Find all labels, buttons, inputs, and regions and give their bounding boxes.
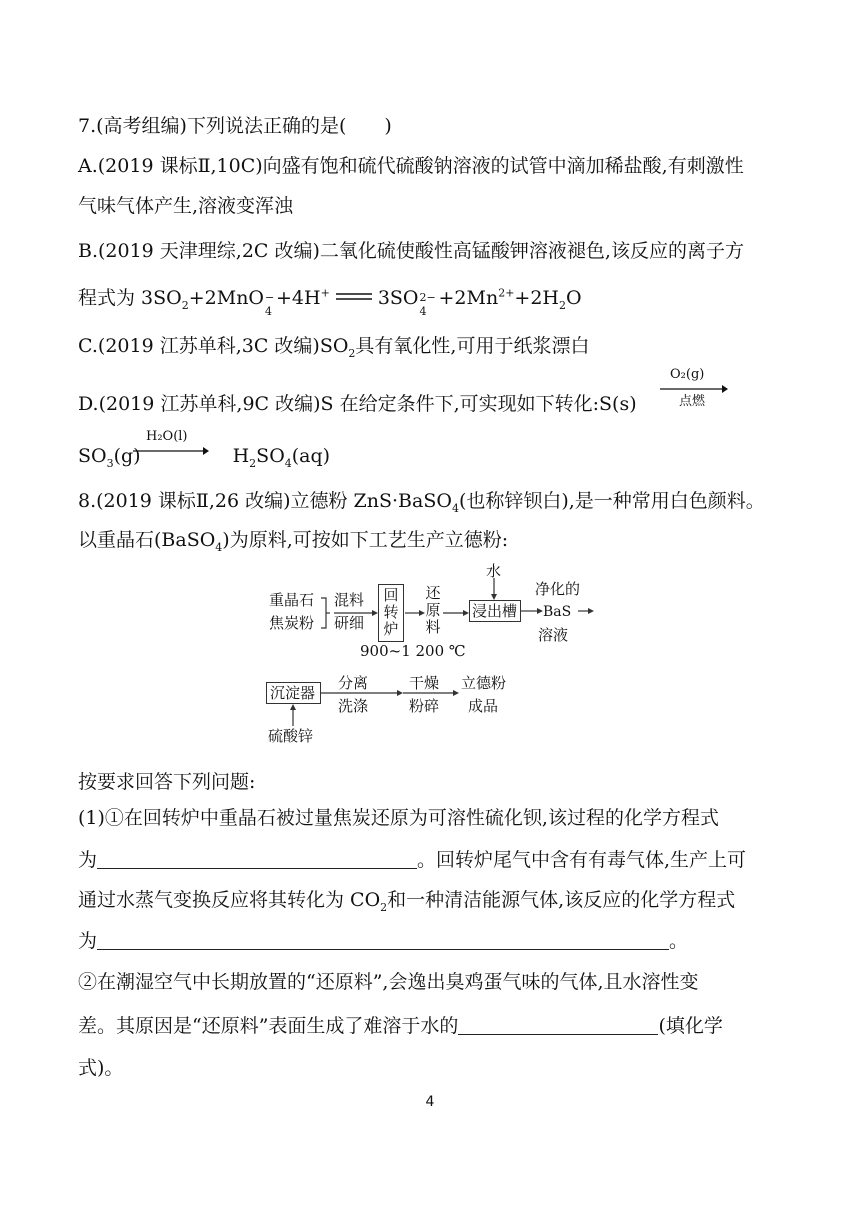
arrow-label-h2o: H₂O(l) xyxy=(146,429,188,444)
flow-kiln-box xyxy=(378,584,404,642)
flow-solution: 溶液 xyxy=(538,626,569,644)
flow-purified: 净化的 xyxy=(535,580,581,598)
flow-kiln-label: 回 转 炉 xyxy=(383,586,399,638)
flow-arrow-icon xyxy=(578,606,594,616)
bracket-icon xyxy=(320,596,330,630)
flow-settler-label: 沉淀器 xyxy=(270,684,316,702)
flow-mix: 混料 xyxy=(334,591,365,609)
arrow-label-ignite: 点燃 xyxy=(679,394,706,409)
q7-stem: 7.(高考组编)下列说法正确的是( ) xyxy=(78,115,392,137)
page-number: 4 xyxy=(425,1094,435,1110)
flow-separate: 分离 xyxy=(338,674,369,692)
arrow-label-o2: O₂(g) xyxy=(670,367,705,382)
flow-reduced-material: 还 原 料 xyxy=(425,584,441,636)
flow-zinc-sulfate: 硫酸锌 xyxy=(268,727,314,745)
q7-option-b-equation: 程式为 $3SO_2+2MnO$ − 4 +4H+ 3SO 2− 4 $+2Mn^{2+}+2H_2O$ xyxy=(78,286,582,318)
flow-crush: 粉碎 xyxy=(409,697,440,715)
flow-water: 水 xyxy=(486,562,502,580)
flow-arrow-down-icon xyxy=(489,578,499,600)
flow-product: 成品 xyxy=(468,697,499,715)
flow-lithopone: 立德粉 xyxy=(461,674,507,692)
answer-blank[interactable] xyxy=(97,931,669,950)
flow-bas: BaS xyxy=(543,604,572,620)
q8-part1-line4: 为 。 xyxy=(78,930,689,952)
q7-option-d-line1: D.(2019 江苏单科,9C 改编)S 在给定条件下,可实现如下转化:S(s) xyxy=(78,393,637,415)
q8-part2-line3: 式)。 xyxy=(78,1057,124,1079)
q7-option-a-line1: A.(2019 课标Ⅱ,10C)向盛有饱和硫代硫酸钠溶液的试管中滴加稀盐酸,有刺激性 xyxy=(78,155,744,177)
flow-leach-tank-label: 浸出槽 xyxy=(472,602,518,620)
q8-part1-line1: (1)①在回转炉中重晶石被过量焦炭还原为可溶性硫化钡,该过程的化学方程式 xyxy=(78,807,719,829)
reaction-arrow-icon xyxy=(660,384,728,394)
flow-raw-coke: 焦炭粉 xyxy=(269,614,315,632)
answer-blank[interactable] xyxy=(97,850,417,869)
flow-arrow-icon xyxy=(403,688,459,698)
q8-stem-line1: 8.(2019 课标Ⅱ,26 改编)立德粉 ZnS·BaSO$_4$(也称锌钡白),是一种常用白色颜料。 xyxy=(78,490,765,515)
q8-answer-prompt: 按要求回答下列问题: xyxy=(78,771,256,793)
q8-stem-line2: 以重晶石(BaSO$_4$)为原料,可按如下工艺生产立德粉: xyxy=(78,529,509,554)
q8-part1-line2: 为 。回转炉尾气中含有有毒气体,生产上可 xyxy=(78,849,747,871)
reaction-arrow-icon xyxy=(133,446,209,456)
flow-arrow-icon xyxy=(443,608,469,618)
flow-arrow-icon xyxy=(321,688,403,698)
flow-arrow-up-icon xyxy=(288,704,298,726)
flow-wash: 洗涤 xyxy=(338,697,369,715)
flow-raw-barite: 重晶石 xyxy=(269,591,315,609)
q8-part1-line3: 通过水蒸气变换反应将其转化为 $CO_2$和一种清洁能源气体,该反应的化学方程式 xyxy=(78,889,736,914)
flow-leach-tank-box xyxy=(469,600,521,622)
flow-arrow-icon xyxy=(334,608,378,618)
q8-part2-line1: ②在潮湿空气中长期放置的“还原料”,会逸出臭鸡蛋气味的气体,且水溶性变 xyxy=(78,971,699,993)
flow-temperature: 900~1 200 ℃ xyxy=(360,642,466,660)
q7-option-c: C.(2019 江苏单科,3C 改编)$SO_2$具有氧化性,可用于纸浆漂白 xyxy=(78,335,590,360)
q7-option-a-line2: 气味气体产生,溶液变浑浊 xyxy=(78,195,294,217)
q7-option-b-line1: B.(2019 天津理综,2C 改编)二氧化硫使酸性高锰酸钾溶液褪色,该反应的离子方 xyxy=(78,240,744,262)
flow-settler-box xyxy=(266,682,321,704)
flow-arrow-icon xyxy=(405,608,425,618)
q8-part2-line2: 差。其原因是“还原料”表面生成了难溶于水的 (填化学 xyxy=(78,1015,723,1037)
flow-grind: 研细 xyxy=(334,614,365,632)
q7-option-d-line2: $SO_3(g)$ $H_2SO_4(aq)$ xyxy=(78,445,331,470)
flow-arrow-icon xyxy=(521,606,543,616)
equals-sign-icon xyxy=(334,292,374,302)
answer-blank[interactable] xyxy=(458,1016,658,1035)
flow-dry: 干燥 xyxy=(409,674,440,692)
